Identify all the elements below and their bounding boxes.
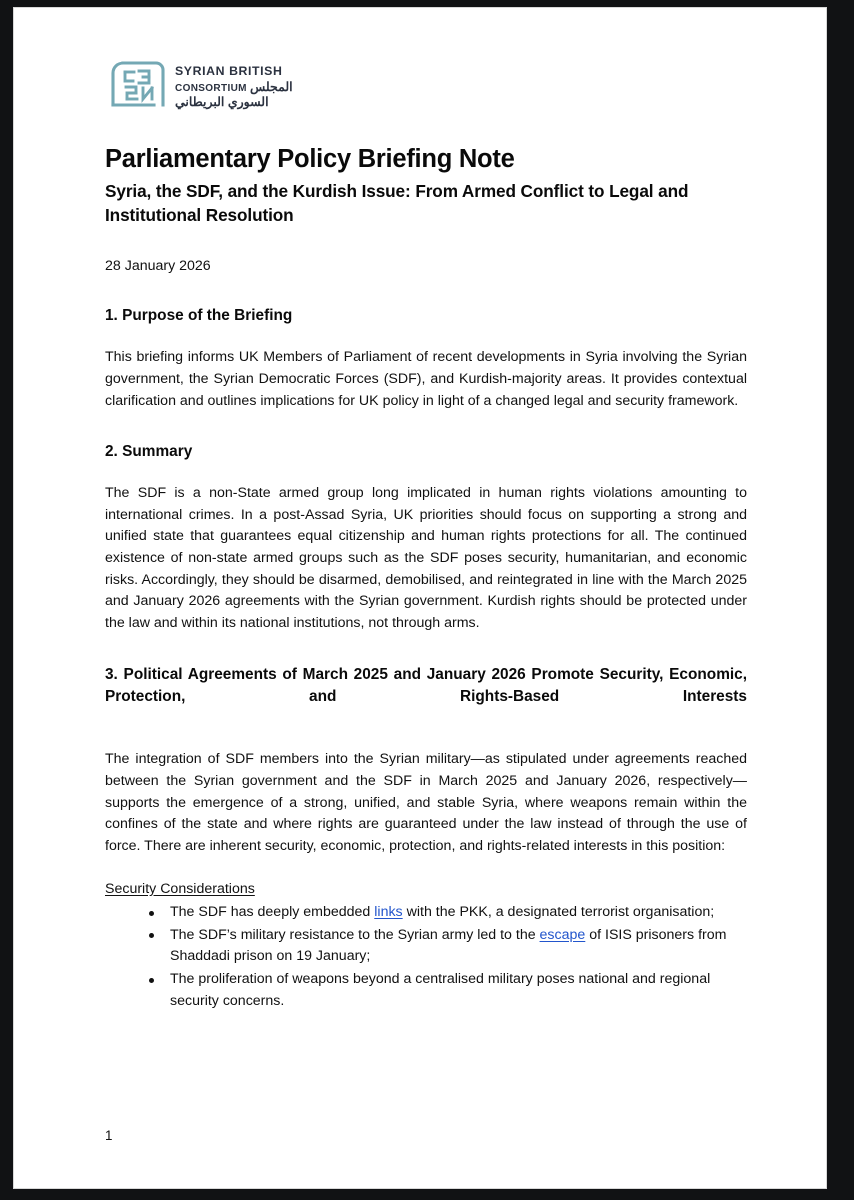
organisation-name-en: SYRIAN BRITISH [175, 64, 283, 79]
section-heading-2: 2. Summary [105, 443, 193, 461]
section-heading-1: 1. Purpose of the Briefing [105, 307, 293, 325]
list-item-text: The SDF has deeply embedded [170, 903, 375, 920]
document-date: 28 January 2026 [105, 257, 211, 274]
section-paragraph-1: This briefing informs UK Members of Parliament of recent developments in Syria involving the Syrian government, the Syrian Democratic Forces (SDF), and Kurdish-majority areas. It provides contextual clarification and outlines implications for UK policy in light of a changed legal and security framework. [105, 349, 747, 409]
list-item-text: The proliferation of weapons beyond a centralised military poses national and regional security concerns. [170, 970, 711, 1009]
section-paragraph-3: The integration of SDF members into the Syrian military—as stipulated under agreements reached between the Syrian government and the SDF in March 2025 and January 2026, respectively—supports the emergence of a strong, unified, and stable Syria, where weapons remain within the confines of the state and where rights are guaranteed under the law instead of through the use of force. There are inherent security, economic, protection, and rights-related interests in this position: [105, 751, 747, 854]
bullet-point-icon [149, 911, 154, 916]
syrian-british-consortium-logo-icon [110, 60, 166, 112]
organisation-consortium-en: CONSORTIUM [175, 82, 247, 94]
list-item-text: The SDF’s military resistance to the Syrian army led to the [170, 926, 540, 943]
page-number: 1 [105, 1128, 113, 1143]
inline-link-escape[interactable]: escape [539, 926, 586, 943]
document-subtitle: Syria, the SDF, and the Kurdish Issue: From Armed Conflict to Legal and Institutional Resolution [105, 181, 689, 225]
organisation-logo [110, 60, 293, 112]
section-paragraph-2: The SDF is a non-State armed group long implicated in human rights violations amounting to international crimes. In a post-Assad Syria, UK priorities should focus on supporting a strong and unified state that guarantees equal citizenship and human rights protections for all. The continued existence of non-state armed groups such as the SDF poses security, humanitarian, and economic risks. Accordingly, they should be disarmed, demobilised, and reintegrated in line with the March 2025 and January 2026 agreements with the Syrian government. Kurdish rights should be protected under the law and within its national institutions, not through arms. [105, 485, 747, 632]
subheading-security-considerations: Security Considerations [105, 880, 255, 897]
list-item [105, 969, 747, 1012]
list-item [105, 925, 747, 968]
section-heading-3: 3. Political Agreements of March 2025 and January 2026 Promote Security, Economic, Protection, and Rights-Based Interests [105, 665, 747, 705]
security-considerations-list [105, 902, 747, 1012]
document-page [14, 8, 826, 1188]
organisation-name-ar-line2: المجلس [249, 79, 293, 94]
organisation-logo-text [175, 63, 293, 109]
document-body [105, 144, 747, 1012]
bullet-point-icon [149, 978, 154, 983]
bullet-point-icon [149, 933, 154, 938]
inline-link-links[interactable]: links [374, 903, 403, 920]
organisation-name-consortium [175, 80, 293, 94]
list-item [105, 902, 747, 924]
list-item-text-trailing: with the PKK, a designated terrorist organisation; [406, 903, 715, 920]
document-title: Parliamentary Policy Briefing Note [105, 145, 515, 173]
page-content-area [14, 8, 826, 1188]
list-item-text-trailing: of ISIS prisoners from Shaddadi prison on 19 January; [170, 926, 727, 965]
organisation-name-ar-line3: السوري البريطاني [175, 94, 269, 109]
subheading-wrapper [105, 858, 747, 900]
